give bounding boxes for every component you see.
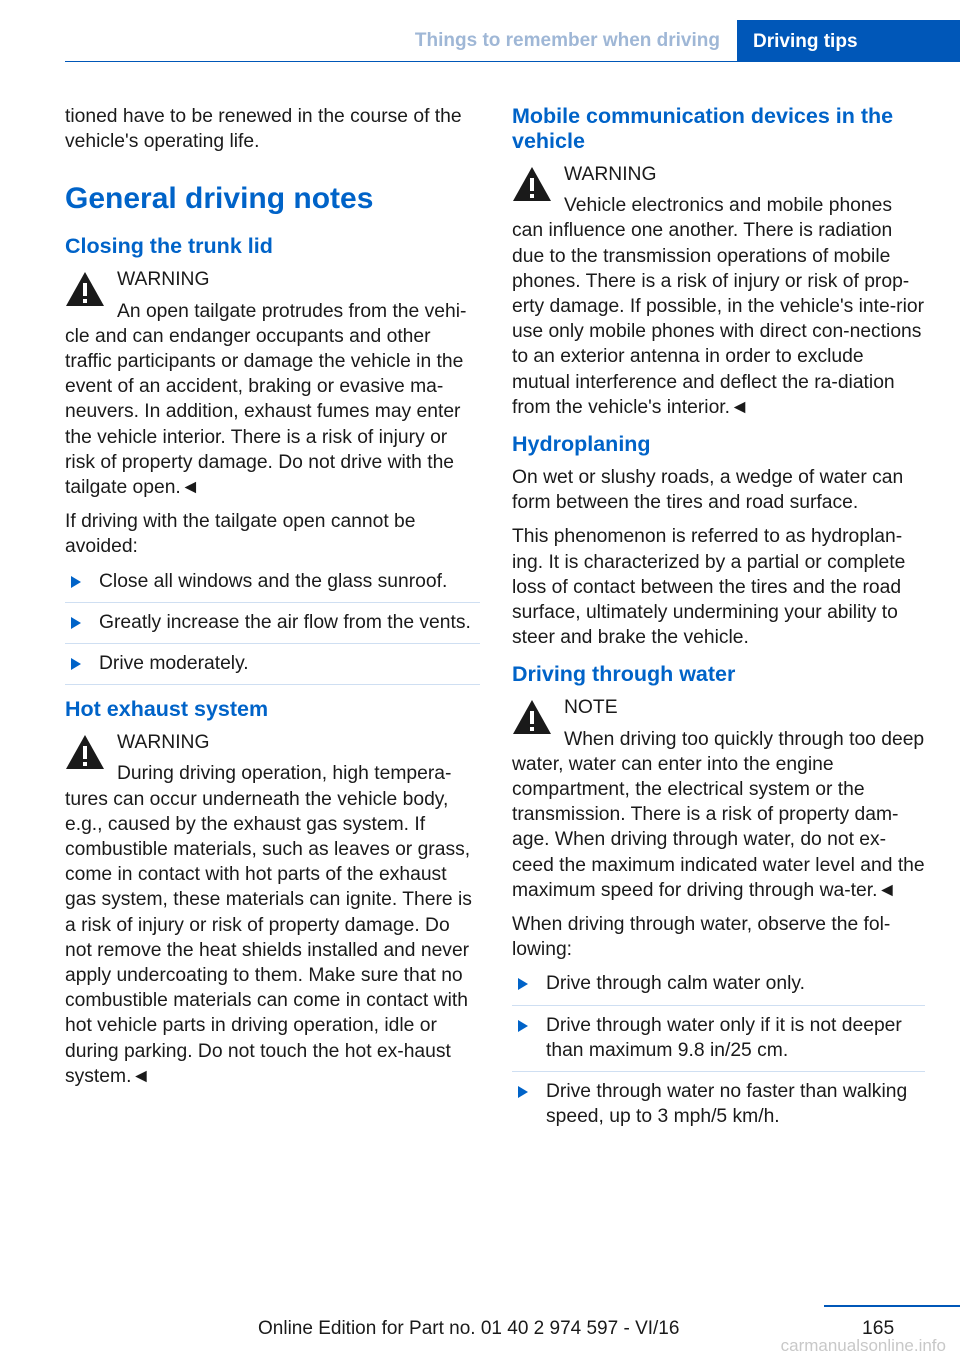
- bullet-triangle-icon: [71, 617, 81, 629]
- trunk-paragraph: If driving with the tailgate open cannot be avoided:: [65, 511, 416, 558]
- mobile-heading: Mobile communication devices in the vehicle: [512, 104, 894, 153]
- bullet-triangle-icon: [518, 978, 528, 990]
- page-number: 165: [862, 1318, 895, 1339]
- trunk-warning: [65, 267, 480, 500]
- right-column: [512, 104, 925, 1150]
- list-item: Drive through water only if it is not deeper than maximum 9.8 in/25 cm.: [512, 1013, 925, 1072]
- header-breadcrumb: Things to remember when driving: [414, 30, 720, 51]
- warning-text: During driving operation, high tempera-tures can occur underneath the vehicle body, e.g., caused by the exhaust gas system. If combustible materials, such as leaves or grass, come in contact with hot parts of the exhaust gas system, these materials can ignite. There is a risk of injury or risk of property damage. Do not remove the heat shields installed and never apply undercoating to them. Make sure that no combustible materials can come in contact with hot vehicle parts in driving operation, idle or during parking. Do not touch the hot ex-haust system.◄: [65, 763, 472, 1087]
- bullet-triangle-icon: [71, 576, 81, 588]
- water-bullet-list: [512, 971, 925, 1137]
- exhaust-heading: Hot exhaust system: [65, 697, 269, 722]
- water-note: [512, 695, 925, 903]
- header-divider: [65, 61, 737, 62]
- warning-label: WARNING: [117, 269, 210, 291]
- hydroplaning-paragraph-2: This phenomenon is referred to as hydroplan-ing. It is characterized by a partial or complete loss of contact between the tires and the road surface, ultimately undermining your ability to steer and brake the vehicle.: [512, 526, 906, 649]
- trunk-bullet-list: [65, 569, 480, 686]
- mobile-warning: [512, 162, 925, 420]
- section-title: General driving notes: [65, 182, 374, 216]
- water-heading: Driving through water: [512, 662, 736, 687]
- intro-paragraph: tioned have to be renewed in the course of the vehicle's operating life.: [65, 106, 462, 153]
- trunk-heading: Closing the trunk lid: [65, 234, 273, 259]
- page-header: [0, 0, 960, 62]
- bullet-triangle-icon: [518, 1020, 528, 1032]
- exhaust-warning: [65, 730, 480, 1089]
- left-column: [65, 104, 480, 1098]
- bullet-triangle-icon: [71, 658, 81, 670]
- list-item: Drive moderately.: [65, 651, 480, 685]
- warning-text: An open tailgate protrudes from the vehi-cle and can endanger occupants and other traffic participants or damage the vehicle in the event of an accident, braking or evasive ma-neuvers. In addition, exhaust fumes may enter the vehicle interior. There is a risk of injury or risk of property damage. Do not drive with the tailgate open.◄: [65, 300, 467, 499]
- water-paragraph: When driving through water, observe the fol-lowing:: [512, 914, 891, 961]
- warning-label: WARNING: [564, 164, 657, 185]
- warning-text: Vehicle electronics and mobile phones can influence one another. There is radiation due to the transmission operations of mobile phones. There is a risk of injury or risk of prop-erty damage. If possible, in the vehicle's inte-rior use only mobile phones with direct con-nections to an exterior antenna in order to exclude mutual interference and deflect the ra-diation from the vehicle's interior.◄: [512, 195, 924, 418]
- watermark: carmanualsonline.info: [780, 1336, 946, 1355]
- note-label: NOTE: [564, 697, 618, 719]
- warning-icon: [512, 699, 552, 735]
- list-item: Drive through calm water only.: [512, 971, 925, 1005]
- warning-icon: [65, 734, 105, 770]
- list-item: Close all windows and the glass sunroof.: [65, 569, 480, 603]
- list-item: Greatly increase the air flow from the vents.: [65, 610, 480, 644]
- edition-footer: Online Edition for Part no. 01 40 2 974 597 - VI/16: [258, 1318, 680, 1339]
- warning-label: WARNING: [117, 732, 210, 754]
- header-section-tab: Driving tips: [737, 20, 960, 62]
- bullet-triangle-icon: [518, 1086, 528, 1098]
- note-text: When driving too quickly through too deep water, water can enter into the engine compartment, the electrical system or the transmission. There is a risk of property dam-age. When driving through water, do not ex-ceed the maximum indicated water level and the maximum speed for driving through wa-ter.◄: [512, 728, 925, 901]
- hydroplaning-heading: Hydroplaning: [512, 432, 651, 457]
- list-item: Drive through water no faster than walking speed, up to 3 mph/5 km/h.: [512, 1079, 925, 1137]
- warning-icon: [512, 166, 552, 202]
- hydroplaning-paragraph-1: On wet or slushy roads, a wedge of water can form between the tires and road surface.: [512, 467, 904, 514]
- footer-divider: [824, 1305, 960, 1307]
- warning-icon: [65, 271, 105, 307]
